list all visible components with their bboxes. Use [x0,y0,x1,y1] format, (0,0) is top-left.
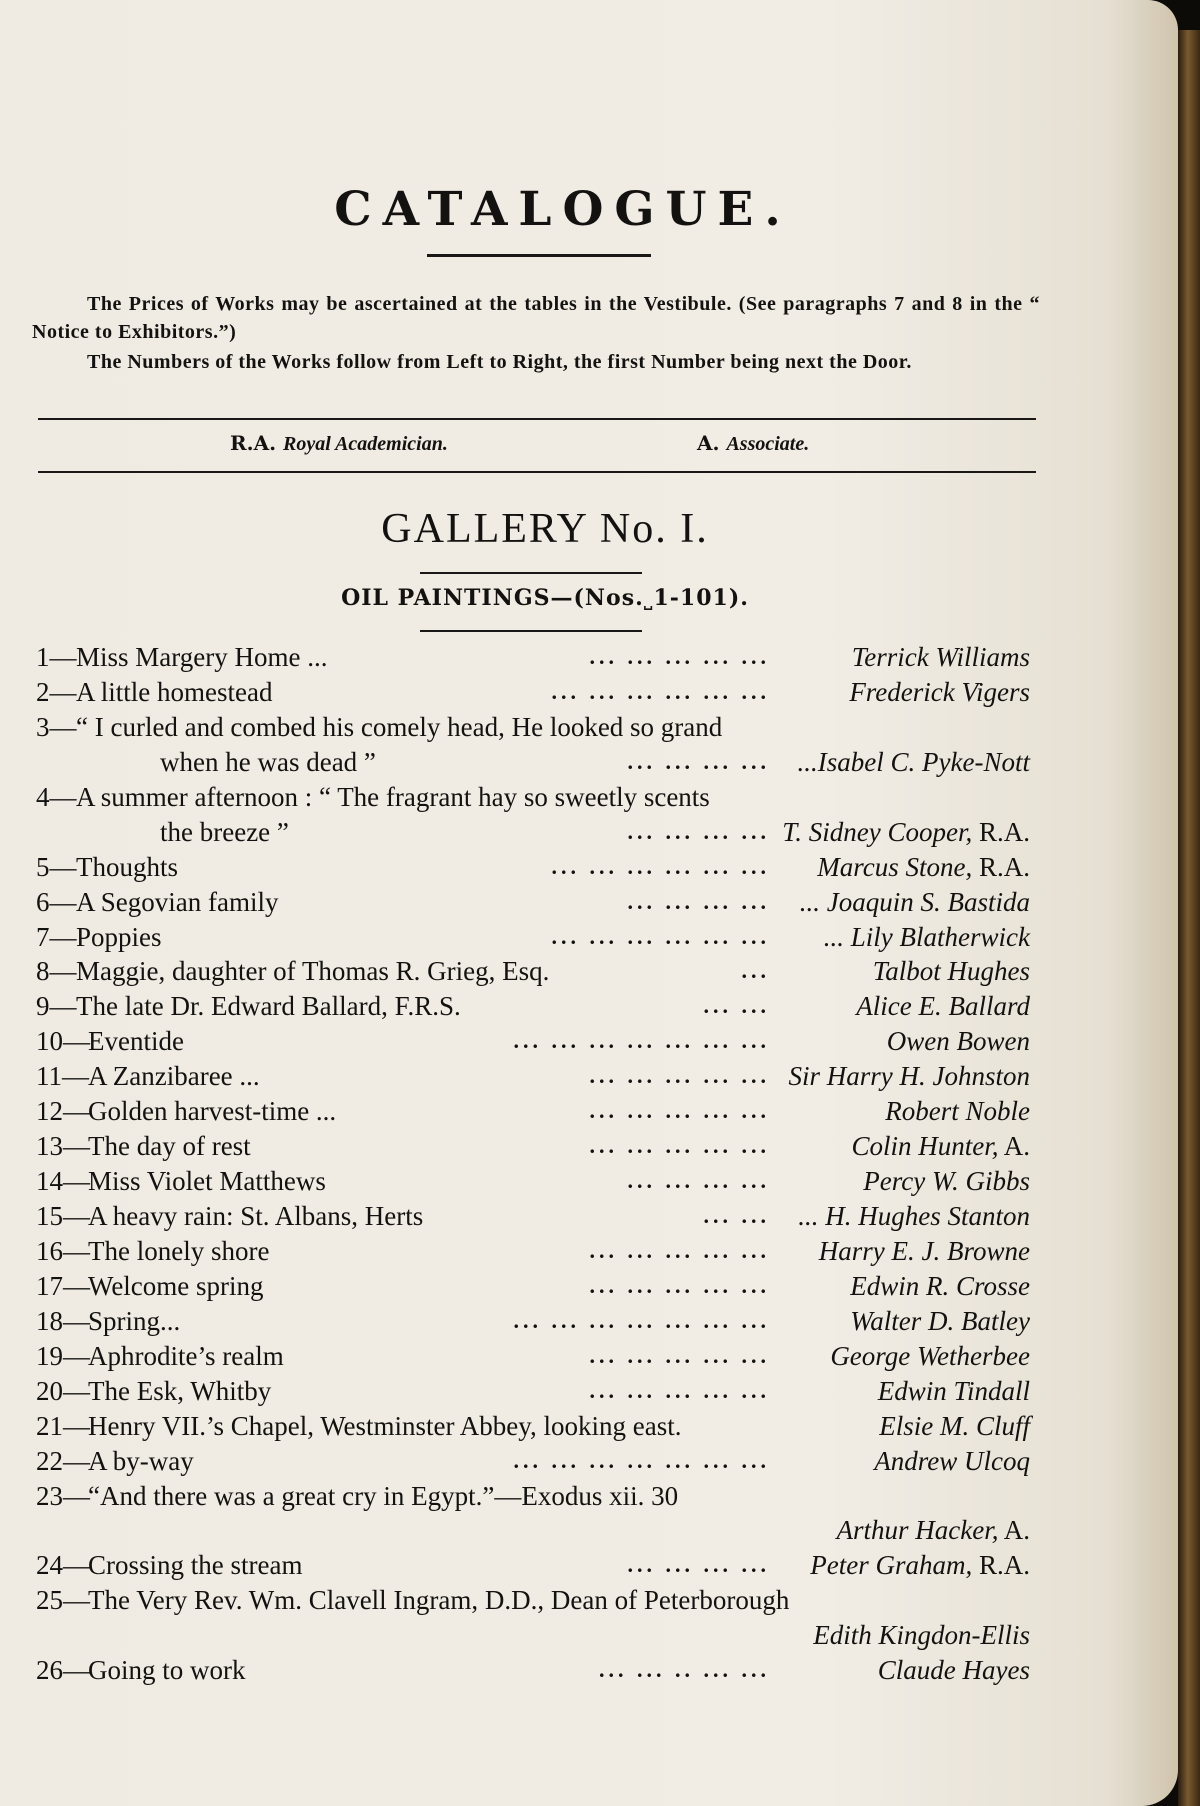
catalogue-entry [0,1513,1040,1548]
catalogue-entry [0,1374,1040,1409]
catalogue-entry [0,710,1040,745]
section-heading: OIL PAINTINGS—(Nos.˽1-101). [341,585,749,611]
catalogue-entry [0,1339,1040,1374]
entry-leader-dots: ... ... ... ... ... ... [551,853,770,879]
entry-leader-dots: ... ... ... ... [627,748,770,774]
entry-number: 2— [36,676,77,707]
entry-title: Maggie, daughter of Thomas R. Grieg, Esq. [76,956,550,987]
entry-leader-dots: ... ... ... ... ... [589,1377,770,1403]
catalogue-entry [0,780,1040,815]
catalogue-entry [0,850,1040,885]
abbreviation-ra-key: R.A. [230,431,277,455]
abbreviations-bottom-rule [38,471,1036,473]
catalogue-entry [0,1059,1040,1094]
entry-leader-dots: ... ... ... ... ... [589,1063,770,1089]
entry-title: Welcome spring [88,1270,264,1301]
entry-artist: Edith Kingdon-Ellis [813,1620,1030,1651]
entry-artist: Alice E. Ballard [856,991,1030,1022]
entry-leader-dots: ... ... ... ... [627,818,770,844]
entry-number: 9— [36,991,77,1022]
entry-title: A Zanzibaree ... [88,1061,260,1092]
entry-title: The Very Rev. Wm. Clavell Ingram, D.D., Dean of Peterborough [88,1585,790,1616]
notice-numbering: The Numbers of the Works follow from Left to Right, the first Number being next the Door. [87,351,912,373]
gallery-rule-top [420,572,642,574]
title-underline [427,254,651,257]
entry-artist: Colin Hunter, A. [851,1131,1030,1162]
catalogue-entry [0,745,1040,780]
catalogue-entry [0,1618,1040,1653]
notice-block [32,290,1040,376]
entry-number: 21— [36,1410,90,1441]
entry-title: Henry VII.’s Chapel, Westminster Abbey, looking east. [88,1410,682,1441]
entry-artist: Edwin R. Crosse [850,1270,1030,1301]
abbreviations-top-rule [38,418,1036,420]
catalogue-entry [0,1164,1040,1199]
catalogue-entry [0,1548,1040,1583]
catalogue-entry [0,1199,1040,1234]
entry-title: “ I curled and combed his comely head, He looked so grand [76,711,723,742]
entry-number: 8— [36,956,77,987]
entry-artist: Owen Bowen [886,1026,1030,1057]
entry-number: 22— [36,1445,90,1476]
catalogue-entry [0,1653,1040,1688]
abbreviation-a-value: Associate. [726,433,810,455]
entry-number: 1— [36,642,77,672]
entry-number: 7— [36,921,77,952]
catalogue-entry [0,1129,1040,1164]
entry-number: 12— [36,1096,90,1127]
catalogue-entry [0,1304,1040,1339]
catalogue-entries [0,640,1040,1688]
entry-leader-dots: ... ... ... ... ... ... [551,678,770,704]
entry-title: A heavy rain: St. Albans, Herts [88,1201,424,1231]
entry-leader-dots: ... ... ... ... ... [589,1237,770,1263]
catalogue-entry [0,815,1040,850]
entry-leader-dots: ... ... ... ... ... ... ... [513,1307,770,1333]
entry-number: 26— [36,1655,90,1686]
entry-title: Poppies [76,921,162,952]
entry-artist: Walter D. Batley [850,1305,1030,1336]
entry-artist: Terrick Williams [851,642,1030,672]
entry-artist: ... H. Hughes Stanton [798,1201,1030,1231]
entry-leader-dots: ... ... ... ... ... [589,644,770,669]
catalogue-entry [0,1269,1040,1304]
entry-artist: Edwin Tindall [877,1375,1030,1406]
entry-number: 5— [36,851,77,882]
entry-leader-dots: ... ... .. ... ... [599,1657,770,1683]
entry-number: 24— [36,1550,90,1581]
entry-number: 15— [36,1201,90,1231]
catalogue-entry [0,1094,1040,1129]
entry-artist: Talbot Hughes [872,956,1030,987]
entry-artist: ... Lily Blatherwick [823,921,1030,952]
entry-title: when he was dead ” [160,746,376,777]
entry-title: Thoughts [76,851,179,882]
entry-number: 16— [36,1235,90,1266]
catalogue-entry [0,1409,1040,1444]
abbreviation-ra [230,431,448,456]
entry-title: Spring... [88,1305,181,1336]
entry-title: A little homestead [76,676,273,707]
notice-prices: The Prices of Works may be ascertained at the tables in the Vestibule. (See paragraphs 7 and 8 in the “ Notice to Exhibitors.”) [32,293,1040,343]
entry-artist-rank: R.A. [972,851,1030,882]
entry-leader-dots: ... ... ... ... [627,1552,770,1578]
entry-number: 18— [36,1305,90,1336]
entry-title: Aphrodite’s realm [88,1340,284,1371]
entry-artist-rank: A. [998,1515,1030,1546]
catalogue-entry [0,1024,1040,1059]
entry-title: A by-way [88,1445,194,1476]
entry-leader-dots: ... ... ... ... ... ... [551,923,770,949]
catalogue-entry [0,1583,1040,1618]
entry-artist-rank: R.A. [972,816,1030,847]
entry-number: 13— [36,1131,90,1162]
entry-number: 4— [36,781,77,812]
entry-leader-dots: ... ... ... ... ... ... ... [513,1447,770,1473]
entry-leader-dots: ... ... ... ... ... ... ... [513,1028,770,1054]
abbreviation-a [697,431,809,456]
abbreviation-ra-value: Royal Academician. [283,433,448,455]
entry-title: Miss Violet Matthews [88,1166,326,1197]
entry-title: Miss Margery Home ... [76,642,328,672]
catalogue-entry [0,640,1040,675]
entry-leader-dots: ... ... ... ... ... [589,1133,770,1159]
entry-artist: Percy W. Gibbs [863,1166,1030,1197]
entry-artist: Arthur Hacker, A. [836,1515,1030,1546]
catalogue-entry [0,1444,1040,1479]
entry-artist: Claude Hayes [877,1655,1030,1686]
entry-number: 14— [36,1166,90,1197]
entry-artist-rank: A. [998,1131,1030,1162]
entry-leader-dots: ... ... ... ... ... [589,1098,770,1124]
entry-title: the breeze ” [160,816,289,847]
entry-leader-dots: ... ... [703,993,770,1019]
entry-artist: Harry E. J. Browne [818,1235,1030,1266]
entry-artist: Marcus Stone, R.A. [817,851,1030,882]
abbreviation-a-key: A. [697,431,720,455]
entry-leader-dots: ... ... ... ... [627,1168,770,1194]
entry-number: 25— [36,1585,90,1616]
entry-title: A summer afternoon : “ The fragrant hay so sweetly scents [76,781,710,812]
entry-leader-dots: ... [741,958,770,984]
entry-title: Crossing the stream [88,1550,303,1581]
entry-number: 10— [36,1026,90,1057]
entry-artist: ...Isabel C. Pyke-Nott [797,746,1030,777]
entry-number: 6— [36,886,77,917]
entry-number: 11— [36,1061,89,1092]
entry-leader-dots: ... ... ... ... ... [589,1342,770,1368]
entry-title: Golden harvest-time ... [88,1096,337,1127]
entry-title: Going to work [88,1655,246,1686]
catalogue-entry [0,954,1040,989]
entry-number: 23— [36,1480,90,1511]
catalogue-entry [0,675,1040,710]
entry-title: The day of rest [88,1131,251,1162]
entry-title: The Esk, Whitby [88,1375,272,1406]
entry-title: The late Dr. Edward Ballard, F.R.S. [76,991,461,1022]
catalogue-entry [0,989,1040,1024]
gallery-title: GALLERY No. I. [381,506,709,552]
entry-title: A Segovian family [76,886,279,917]
entry-leader-dots: ... ... ... ... ... [589,1272,770,1298]
entry-number: 19— [36,1340,90,1371]
book-spine [1178,30,1200,1806]
entry-artist: Peter Graham, R.A. [810,1550,1030,1581]
entry-artist-rank: R.A. [972,1550,1030,1581]
entry-artist: Sir Harry H. Johnston [788,1061,1030,1092]
entry-title: The lonely shore [88,1235,270,1266]
page-title: CATALOGUE. [334,182,792,237]
entry-artist: Andrew Ulcoq [874,1445,1030,1476]
catalogue-entry [0,885,1040,920]
entry-artist: ... Joaquin S. Bastida [799,886,1030,917]
entry-title: “And there was a great cry in Egypt.”—Exodus xii. 30 [88,1480,679,1511]
entry-number: 3— [36,711,77,742]
entry-title: Eventide [88,1026,184,1057]
catalogue-entry [0,1234,1040,1269]
entry-artist: Frederick Vigers [849,676,1030,707]
entry-artist: T. Sidney Cooper, R.A. [782,816,1030,847]
entry-number: 20— [36,1375,90,1406]
gallery-rule-bottom [420,630,642,632]
catalogue-entry [0,920,1040,955]
entry-leader-dots: ... ... [703,1203,770,1228]
entry-artist: George Wetherbee [830,1340,1030,1371]
entry-artist: Elsie M. Cluff [879,1410,1030,1441]
entry-number: 17— [36,1270,90,1301]
entry-artist: Robert Noble [885,1096,1030,1127]
catalogue-entry [0,1479,1040,1514]
entry-leader-dots: ... ... ... ... [627,888,770,914]
